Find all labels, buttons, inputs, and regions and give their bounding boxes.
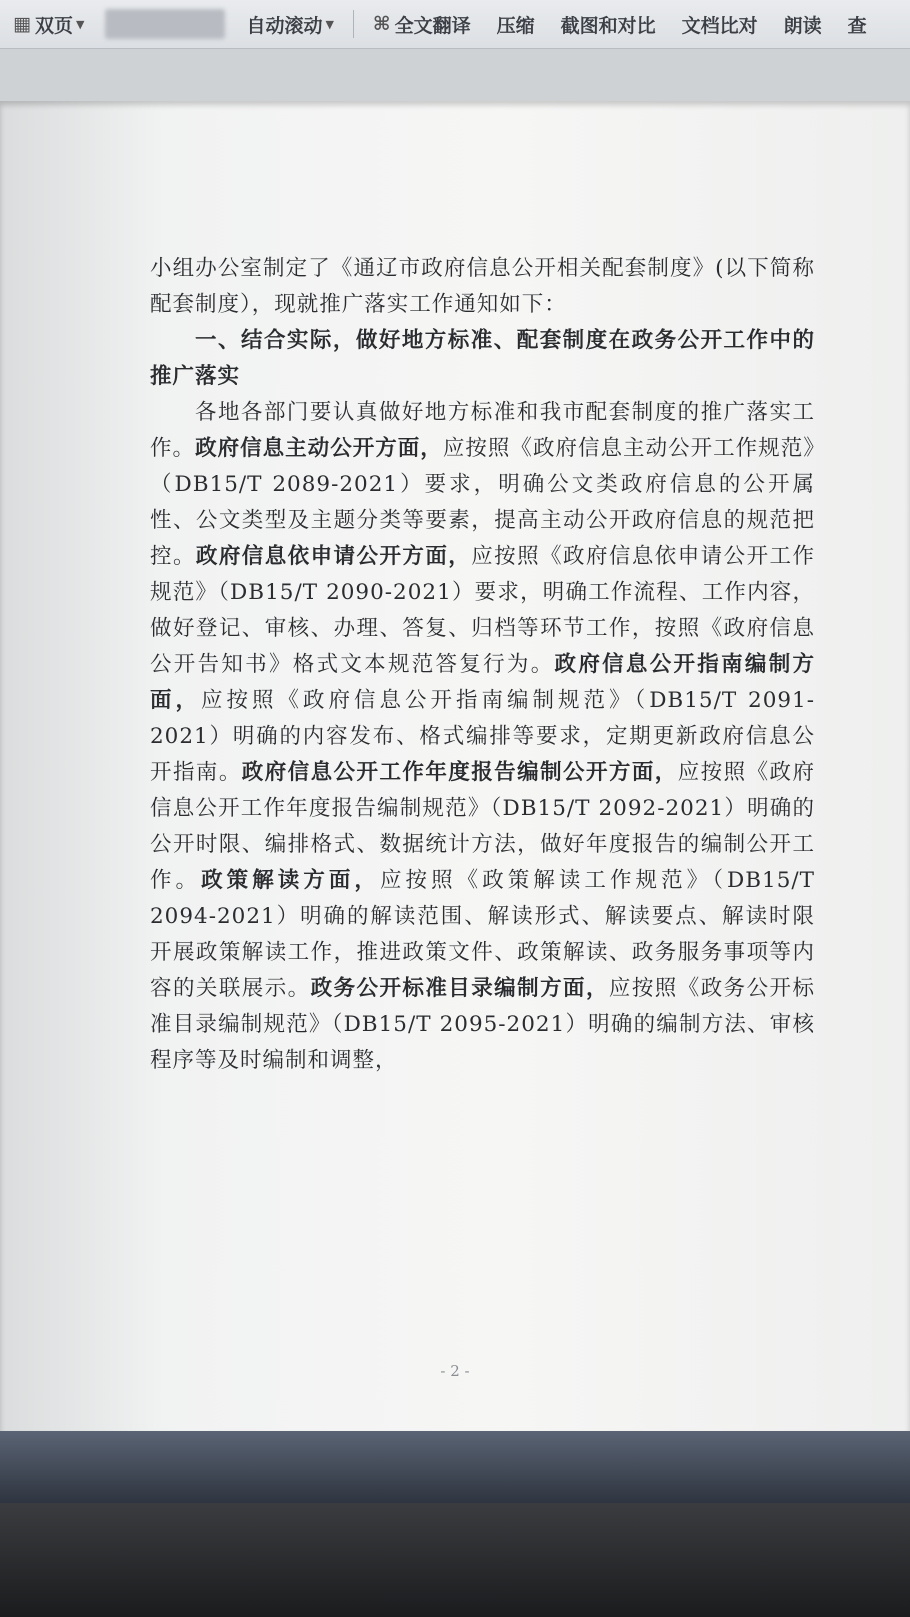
paragraph-text: 应按照《政府信息主动公开工作规范》（DB15/T 2089-2021）要求，明确公文类政府信息的公开属性、公文类型及主题分类等要素，提高主动公开政府信息的规范把控。 [150,436,815,569]
bold-topic: 政策解读方面， [201,868,380,893]
screenshot-compare-label: 截图和对比 [560,14,656,37]
doc-compare-label: 文档比对 [681,14,758,37]
viewer-gap [0,49,910,101]
monitor-bezel [0,1503,910,1617]
dual-page-button[interactable] [0,0,97,48]
page-number: - 2 - [440,1362,470,1380]
paragraph-text: 应按照《政府信息依申请公开工作规范》（DB15/T 2090-2021）要求，明确工作流程、工作内容，做好登记、审核、办理、答复、归档等环节工作，按照《政府信息公开告知书》格式文本规范答复行为。 [150,544,815,677]
bold-topic: 政府信息主动公开方面， [195,436,443,461]
read-aloud-button[interactable] [771,0,835,48]
read-aloud-label: 朗读 [783,14,822,37]
reader-toolbar [0,0,910,49]
viewer-bottom-bar [0,1431,910,1503]
search-button[interactable] [835,0,880,48]
paragraph-text: 应按照《政策解读工作规范》（DB15/T 2094-2021）明确的解读范围、解读形式、解读要点、解读时限开展政策解读工作，推进政策文件、政策解读、政务服务事项等内容的关联展示。 [150,868,815,1001]
auto-scroll-label: 自动滚动 [246,14,323,37]
full-translate-button[interactable] [360,0,484,48]
paragraph-text: 各地各部门要认真做好地方标准和我市配套制度的推广落实工作。 [150,400,815,461]
blurred-toolbar-item [105,9,225,39]
toolbar-divider [353,10,354,38]
paragraph-text: 应按照《政务公开标准目录编制规范》（DB15/T 2095-2021）明确的编制方法、审核程序等及时编制和调整， [150,976,815,1073]
full-translate-label: 全文翻译 [394,14,471,37]
paragraph-text: 应按照《政府信息公开工作年度报告编制规范》（DB15/T 2092-2021）明确的公开时限、编排格式、数据统计方法，做好年度报告的编制公开工作。 [150,760,815,893]
doc-compare-button[interactable] [669,0,771,48]
chevron-down-icon: ▼ [325,17,334,31]
section-heading: 一、结合实际，做好地方标准、配套制度在政务公开工作中的推广落实 [150,328,815,389]
dual-page-icon: ▦ [13,13,31,35]
screenshot-compare-button[interactable] [548,0,669,48]
intro-paragraph: 小组办公室制定了《通辽市政府信息公开相关配套制度》(以下简称配套制度），现就推广落实工作通知如下： [150,256,815,317]
bold-topic: 政府信息公开指南编制方面， [150,652,815,713]
translate-icon: ⌘ [372,13,391,35]
document-page [0,101,910,1431]
search-label: 查 [847,14,867,37]
bold-topic: 政府信息公开工作年度报告编制公开方面， [241,760,678,785]
bold-topic: 政府信息依申请公开方面， [195,544,472,569]
paragraph-text: 应按照《政府信息公开指南编制规范》（DB15/T 2091-2021）明确的内容发布、格式编排等要求，定期更新政府信息公开指南。 [150,688,815,785]
compress-label: 压缩 [496,14,535,37]
body-paragraph [150,395,815,1079]
auto-scroll-button[interactable] [233,0,346,48]
document-body [150,251,815,1079]
dual-page-label: 双页 [34,14,73,37]
bold-topic: 政务公开标准目录编制方面， [310,976,609,1001]
chevron-down-icon: ▼ [75,17,85,31]
compress-button[interactable] [484,0,548,48]
